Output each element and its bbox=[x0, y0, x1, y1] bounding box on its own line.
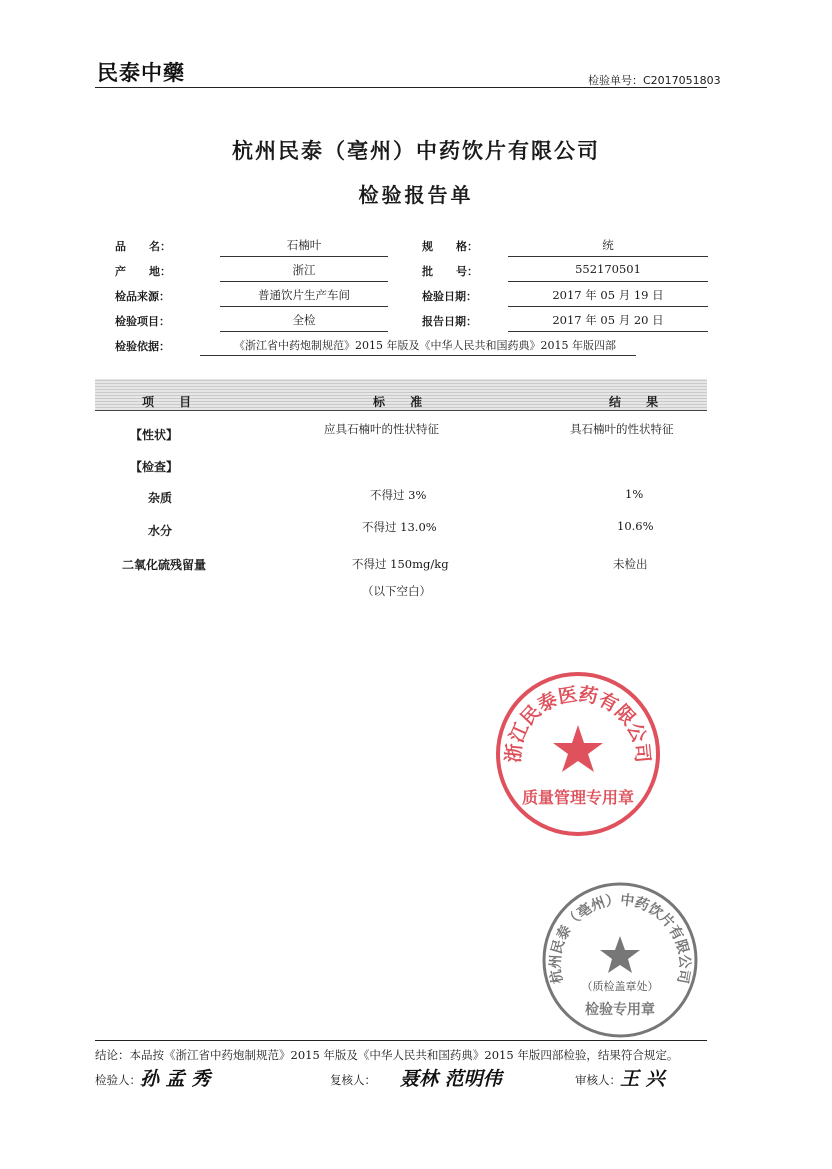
test-date-value: 2017 年 05 月 19 日 bbox=[552, 288, 664, 302]
table-row-item: 杂质 bbox=[148, 491, 173, 505]
table-row-standard: 应具石楠叶的性状特征 bbox=[324, 422, 439, 436]
basis-underline bbox=[200, 355, 636, 356]
test-date-label: 检验日期： bbox=[422, 290, 477, 303]
name-underline bbox=[220, 256, 388, 257]
report-number: 检验单号：C2017051803 bbox=[588, 74, 721, 87]
inspection-stamp bbox=[540, 880, 700, 1040]
table-row-result: 10.6% bbox=[617, 519, 654, 533]
table-row-standard: 不得过 3% bbox=[370, 488, 427, 502]
item-label: 检验项目： bbox=[115, 315, 170, 328]
table-row-item: 【检查】 bbox=[130, 460, 179, 474]
report-date-label: 报告日期： bbox=[422, 315, 477, 328]
company-logo: 民泰中藥 bbox=[97, 60, 185, 85]
source-label: 检品来源： bbox=[115, 290, 170, 303]
blank-note: （以下空白） bbox=[362, 584, 431, 598]
inspector-signature: 孙 孟 秀 bbox=[140, 1068, 211, 1090]
source-value: 普通饮片生产车间 bbox=[258, 288, 350, 302]
spec-value: 统 bbox=[602, 238, 614, 252]
gray-stamp-bottom-text: 检验专用章 bbox=[585, 1002, 655, 1018]
gray-stamp-ring-text: 杭州民泰（亳州）中药饮片有限公司 bbox=[547, 892, 693, 985]
origin-label: 产 地： bbox=[115, 265, 171, 278]
table-row-result: 1% bbox=[625, 487, 644, 501]
reviewer-signature: 聂林 范明伟 bbox=[400, 1068, 502, 1090]
batch-underline bbox=[508, 281, 708, 282]
item-underline bbox=[220, 331, 388, 332]
col-header-item: 项 目 bbox=[142, 395, 192, 409]
table-row-item: 二氧化硫残留量 bbox=[122, 558, 207, 572]
item-value: 全检 bbox=[292, 313, 316, 327]
basis-label: 检验依据： bbox=[115, 340, 170, 353]
table-row-item: 水分 bbox=[148, 524, 173, 538]
conclusion: 结论：本品按《浙江省中药炮制规范》2015 年版及《中华人民共和国药典》2015 年版四部检验，结果符合规定。 bbox=[95, 1048, 679, 1062]
quality-stamp bbox=[495, 671, 661, 837]
approver-signature: 王 兴 bbox=[620, 1068, 665, 1090]
table-row-result: 未检出 bbox=[613, 557, 648, 571]
document-title: 检验报告单 bbox=[358, 183, 474, 207]
col-header-result: 结 果 bbox=[609, 395, 659, 409]
company-name: 杭州民泰（亳州）中药饮片有限公司 bbox=[232, 139, 600, 163]
test-date-underline bbox=[508, 306, 708, 307]
origin-value: 浙江 bbox=[292, 263, 316, 277]
reviewer-label: 复核人： bbox=[330, 1073, 376, 1087]
approver-label: 审核人： bbox=[575, 1073, 621, 1087]
spec-underline bbox=[508, 256, 708, 257]
spec-label: 规 格： bbox=[422, 240, 478, 253]
name-value: 石楠叶 bbox=[286, 238, 322, 252]
batch-value: 552170501 bbox=[575, 262, 641, 276]
table-header-divider bbox=[95, 410, 707, 411]
table-row-result: 具石楠叶的性状特征 bbox=[570, 422, 674, 436]
gray-stamp-middle-text: （质检盖章处） bbox=[581, 980, 659, 993]
basis-value: 《浙江省中药炮制规范》2015 年版及《中华人民共和国药典》2015 年版四部 bbox=[234, 339, 616, 352]
batch-label: 批 号： bbox=[422, 265, 478, 278]
inspector-label: 检验人： bbox=[95, 1073, 141, 1087]
source-underline bbox=[220, 306, 388, 307]
name-label: 品 名： bbox=[115, 240, 171, 253]
footer-divider bbox=[95, 1040, 707, 1041]
table-row-item: 【性状】 bbox=[130, 428, 179, 442]
table-row-standard: 不得过 150mg/kg bbox=[352, 557, 449, 571]
report-date-value: 2017 年 05 月 20 日 bbox=[552, 313, 664, 327]
red-stamp-bottom-text: 质量管理专用章 bbox=[521, 788, 635, 807]
table-row-standard: 不得过 13.0% bbox=[362, 520, 437, 534]
report-date-underline bbox=[508, 331, 708, 332]
col-header-standard: 标 准 bbox=[373, 395, 423, 409]
origin-underline bbox=[220, 281, 388, 282]
red-stamp-ring-text: 浙江民泰医药有限公司 bbox=[502, 683, 654, 764]
header-divider bbox=[95, 87, 707, 88]
